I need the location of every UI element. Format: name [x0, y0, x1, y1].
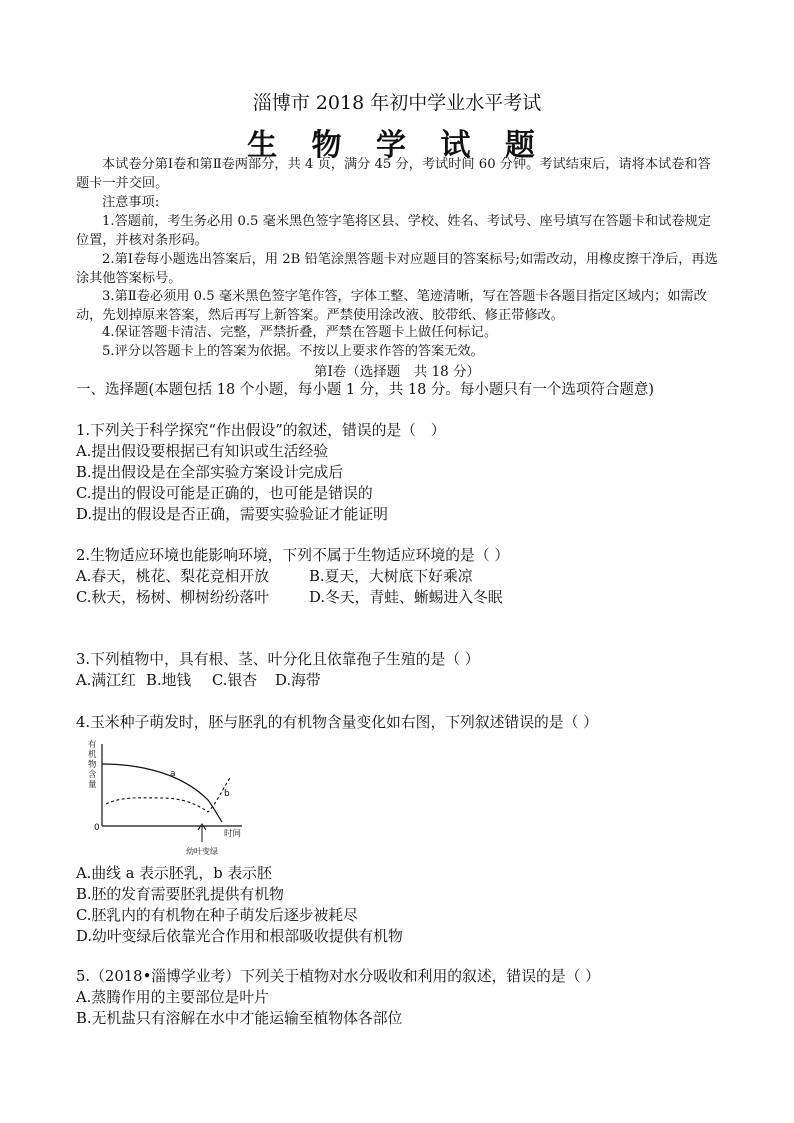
question-5-option-b: B.无机盐只有溶解在水中才能运输至植物体各部位	[76, 1010, 403, 1027]
question-5-stem: 5.（2018•淄博学业考）下列关于植物对水分吸收和利用的叙述，错误的是（ ）	[76, 968, 600, 985]
notice-item-4: 4.保证答题卡清洁、完整，严禁折叠，严禁在答题卡上做任何标记。	[102, 325, 498, 340]
question-1-option-b: B.提出假设是在全部实验方案设计完成后	[76, 464, 344, 481]
part-title: 一、选择题(本题包括 18 个小题，每小题 1 分，共 18 分。每小题只有一个选项符合题意)	[76, 382, 655, 398]
question-1-option-d: D.提出的假设是否正确，需要实验验证才能证明	[76, 506, 388, 523]
figure-origin: 0	[94, 823, 100, 833]
curve-a	[102, 764, 222, 822]
curve-a-label: a	[170, 769, 176, 779]
svg-text:物: 物	[88, 760, 97, 770]
seed-germination-figure	[82, 738, 252, 863]
question-4-option-a: A.曲线 a 表示胚乳，b 表示胚	[76, 865, 272, 882]
question-4-option-c: C.胚乳内的有机物在种子萌发后逐步被耗尽	[76, 907, 358, 924]
question-1-stem: 1.下列关于科学探究“作出假设”的叙述，错误的是（ ）	[76, 422, 446, 439]
curve-b-label: b	[224, 789, 230, 799]
question-2-option-b: B.夏天，大树底下好乘凉	[309, 568, 473, 585]
notice-item-2: 2.第Ⅰ卷每小题选出答案后，用 2B 铅笔涂黑答题卡对应题目的答案标号;如需改动，用橡皮擦干净后，再选涂其他答案标号。	[76, 252, 718, 286]
instructions-intro: 本试卷分第Ⅰ卷和第Ⅱ卷两部分，共 4 页，满分 45 分，考试时间 60 分钟。考试结束后，请将本试卷和答题卡一并交回。	[76, 157, 711, 191]
question-4-option-d: D.幼叶变绿后依靠光合作用和根部吸收提供有机物	[76, 928, 403, 945]
volume-title: 第Ⅰ卷（选择题 共 18 分）	[313, 364, 481, 380]
question-1-option-c: C.提出的假设可能是正确的，也可能是错误的	[76, 485, 373, 502]
question-5-option-a: A.蒸腾作用的主要部位是叶片	[76, 989, 269, 1006]
question-1-option-a: A.提出假设要根据已有知识或生活经验	[76, 443, 329, 460]
question-3-option-b: B.地钱	[146, 672, 192, 689]
marker-label: 幼叶变绿	[186, 847, 218, 856]
svg-text:含: 含	[88, 770, 97, 780]
notice-item-3: 3.第Ⅱ卷必须用 0.5 毫米黑色签字笔作答，字体工整、笔迹清晰，写在答题卡各题目指定区域内；如需改动，先划掉原来答案，然后再写上新答案。严禁使用涂改液、胶带纸、修正带修改。	[76, 289, 707, 323]
question-3-stem: 3.下列植物中，具有根、茎、叶分化且依靠孢子生殖的是（ ）	[76, 651, 480, 668]
question-2-stem: 2.生物适应环境也能影响环境，下列不属于生物适应环境的是（ ）	[76, 547, 510, 564]
figure-xlabel: 时间	[224, 829, 242, 839]
notice-title: 注意事项:	[102, 195, 160, 210]
question-2-option-c: C.秋天，杨树、柳树纷纷落叶	[76, 589, 270, 606]
question-3-option-d: D.海带	[275, 672, 321, 689]
notice-item-5: 5.评分以答题卡上的答案为依据。不按以上要求作答的答案无效。	[102, 344, 484, 359]
question-2-option-a: A.春天，桃花、梨花竞相开放	[76, 568, 269, 585]
exam-title: 淄博市 2018 年初中学业水平考试	[252, 92, 542, 114]
notice-item-1: 1.答题前，考生务必用 0.5 毫米黑色签字笔将区县、学校、姓名、考试号、座号填写在答题卡和试卷规定位置，并核对条形码。	[76, 214, 711, 248]
question-4-option-b: B.胚的发育需要胚乳提供有机物	[76, 886, 284, 903]
subject-title: 生 物 学 试 题	[247, 128, 547, 163]
question-3-option-a: A.满江红	[76, 672, 136, 689]
svg-text:量: 量	[88, 780, 97, 790]
question-3-option-c: C.银杏	[212, 672, 258, 689]
curve-b	[106, 778, 230, 812]
figure-ylabel: 有	[88, 740, 97, 750]
question-4-stem: 4.玉米种子萌发时，胚与胚乳的有机物含量变化如右图，下列叙述错误的是（ ）	[76, 714, 598, 731]
question-2-option-d: D.冬天，青蛙、蜥蜴进入冬眠	[309, 589, 503, 606]
svg-text:机: 机	[88, 750, 97, 760]
